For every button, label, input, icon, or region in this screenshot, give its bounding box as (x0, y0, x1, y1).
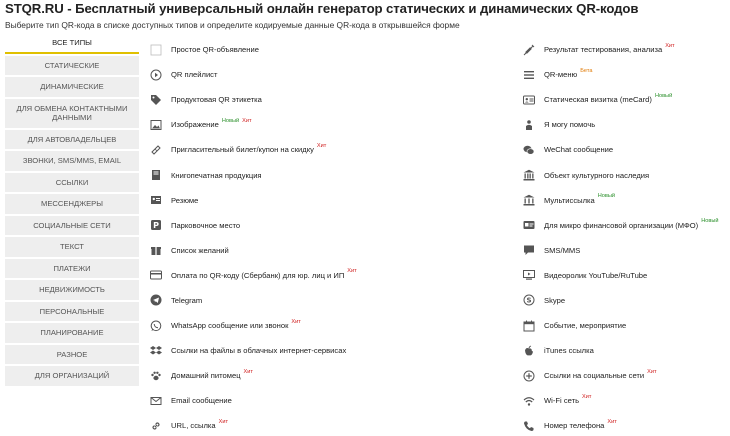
sidebar-item-15[interactable]: ДЛЯ ОРГАНИЗАЦИЙ (5, 366, 139, 386)
page-subtitle: Выберите тип QR-кода в списке доступных типов и определите кодируемые данные QR-кода в открывшейся форме (5, 20, 460, 30)
museum-icon (522, 168, 536, 182)
badge-hit: Хит (647, 368, 657, 375)
calendar-icon (522, 319, 536, 333)
badge-hit: Хит (347, 268, 357, 275)
badge-beta: Бета (580, 67, 593, 74)
qr-type-label: Для микро финансовой организации (МФО) (544, 220, 699, 230)
qr-type-item[interactable] (149, 238, 509, 263)
sidebar-item-11[interactable]: НЕДВИЖИМОСТЬ (5, 280, 139, 300)
badge-hit: Хит (582, 393, 592, 400)
play-icon (149, 68, 163, 82)
qr-type-item[interactable] (522, 188, 728, 213)
qr-type-label: Мультиссылка (544, 195, 595, 205)
qr-type-item[interactable] (522, 162, 728, 187)
qr-type-label: Telegram (171, 295, 203, 305)
qr-type-label: SMS/MMS (544, 245, 581, 255)
sidebar-item-6[interactable]: ССЫЛКИ (5, 173, 139, 193)
wechat-icon (522, 143, 536, 157)
page-title: STQR.RU - Бесплатный универсальный онлайн генератор статических и динамических QR-кодов (5, 1, 639, 16)
qr-type-item[interactable] (522, 288, 728, 313)
sidebar-item-2[interactable]: ДИНАМИЧЕСКИЕ (5, 77, 139, 97)
sidebar-item-3[interactable]: ДЛЯ ОБМЕНА КОНТАКТНЫМИ ДАННЫМИ (5, 99, 139, 128)
qr-type-item[interactable] (149, 87, 509, 112)
gift-icon (149, 243, 163, 257)
qr-type-label: WeChat сообщение (544, 145, 614, 155)
svg-text:S: S (526, 297, 532, 306)
qr-type-item[interactable] (149, 162, 509, 187)
qr-type-label: Wi-Fi сеть (544, 396, 580, 406)
bank-icon (522, 218, 536, 232)
qr-type-item[interactable] (522, 137, 728, 162)
qr-type-label: Номер телефона (544, 421, 605, 431)
multilink-icon (522, 193, 536, 207)
vcard-icon (522, 93, 536, 107)
phone-icon (522, 419, 536, 433)
qr-type-label: Статическая визитка (meCard) (544, 95, 652, 105)
qr-type-label: Парковочное место (171, 220, 241, 230)
sms-icon (522, 243, 536, 257)
qr-type-label: QR плейлист (171, 70, 218, 80)
resume-icon (149, 193, 163, 207)
badge-new: Новый (654, 92, 673, 99)
qr-type-item[interactable] (522, 213, 728, 238)
qr-type-item[interactable] (149, 188, 509, 213)
sidebar-item-4[interactable]: ДЛЯ АВТОВЛАДЕЛЬЦЕВ (5, 130, 139, 150)
qr-type-item[interactable] (149, 388, 509, 413)
qr-type-item[interactable] (149, 137, 509, 162)
qr-type-label: Ссылки на файлы в облачных интернет-сервисах (171, 346, 347, 356)
type-list-right (522, 37, 728, 436)
qr-type-label: iTunes ссылка (544, 346, 594, 356)
badge-hit: Хит (291, 318, 301, 325)
badge-hit: Хит (316, 142, 327, 149)
image-icon (149, 118, 163, 132)
qr-type-label: Email сообщение (171, 396, 232, 406)
qr-type-item[interactable] (149, 213, 509, 238)
qr-type-item[interactable] (149, 112, 509, 137)
qr-type-label: Список желаний (171, 245, 229, 255)
qr-type-label: Результат тестирования, анализа (544, 45, 663, 55)
sidebar-item-12[interactable]: ПЕРСОНАЛЬНЫЕ (5, 302, 139, 322)
youtube-icon (522, 268, 536, 282)
email-icon (149, 394, 163, 408)
help-icon (522, 118, 536, 132)
qr-type-label: WhatsApp сообщение или звонок (171, 321, 289, 331)
skype-icon (522, 293, 536, 307)
book-icon (149, 168, 163, 182)
badge-new: Новый (701, 218, 719, 225)
type-list-left (149, 37, 509, 436)
sidebar-item-9[interactable]: ТЕКСТ (5, 237, 139, 257)
qr-type-item[interactable] (149, 263, 509, 288)
sidebar-item-14[interactable]: РАЗНОЕ (5, 345, 139, 365)
qr-type-label: Простое QR-объявление (171, 45, 259, 55)
qr-type-item[interactable] (522, 338, 728, 363)
qr-type-item[interactable] (522, 37, 728, 62)
sidebar-item-0[interactable]: ВСЕ ТИПЫ (5, 34, 139, 54)
badge-hit: Хит (218, 418, 229, 425)
link-icon (149, 419, 163, 433)
sidebar-item-13[interactable]: ПЛАНИРОВАНИЕ (5, 323, 139, 343)
qr-type-label: Skype (544, 295, 566, 305)
qr-type-label: Оплата по QR-коду (Сбербанк) для юр. лиц и ИП (171, 270, 345, 280)
qr-type-label: URL, ссылка (171, 421, 216, 431)
qr-type-item[interactable] (149, 313, 509, 338)
svg-text:P: P (153, 221, 159, 231)
qr-type-item[interactable] (522, 263, 728, 288)
menu-icon (522, 68, 536, 82)
sidebar-item-1[interactable]: СТАТИЧЕСКИЕ (5, 56, 139, 76)
qr-type-item[interactable] (522, 413, 728, 436)
badge-new: Новый (597, 193, 616, 200)
qr-type-label: Резюме (171, 195, 199, 205)
qr-type-label: Продуктовая QR этикетка (171, 95, 262, 105)
dropbox-icon (149, 344, 163, 358)
sidebar-item-7[interactable]: МЕССЕНДЖЕРЫ (5, 194, 139, 214)
sidebar-item-8[interactable]: СОЦИАЛЬНЫЕ СЕТИ (5, 216, 139, 236)
qr-type-label: Домашний питомец (171, 371, 241, 381)
badge-hit: Хит (665, 42, 675, 49)
qr-type-item[interactable] (522, 87, 728, 112)
qr-type-item[interactable] (149, 37, 509, 62)
qr-type-label: Я могу помочь (544, 120, 596, 130)
whatsapp-icon (149, 319, 163, 333)
qr-type-item[interactable] (522, 313, 728, 338)
qr-type-label: Ссылки на социальные сети (544, 371, 645, 381)
qr-type-item[interactable] (149, 363, 509, 388)
qr-type-label: QR-меню (544, 70, 578, 80)
qr-type-item[interactable] (522, 388, 728, 413)
apple-icon (522, 344, 536, 358)
qr-type-label: Изображение (171, 120, 219, 130)
sidebar-item-5[interactable]: ЗВОНКИ, SMS/MMS, EMAIL (5, 151, 139, 171)
qr-type-label: Пригласительный билет/купон на скидку (171, 145, 314, 155)
qr-type-item[interactable] (149, 413, 509, 436)
qr-type-item[interactable] (522, 238, 728, 263)
badge-hit: Хит (243, 368, 253, 375)
badge-hit: Хит (607, 418, 617, 425)
badge-new: Новый (221, 117, 240, 124)
qr-type-label: Книгопечатная продукция (171, 170, 262, 180)
blank-icon (149, 43, 163, 57)
parking-icon (149, 218, 163, 232)
badge-hit: Хит (242, 117, 252, 124)
qr-type-label: Видеоролик YouTube/RuTube (544, 270, 648, 280)
qr-type-item[interactable] (522, 112, 728, 137)
telegram-icon (149, 293, 163, 307)
paw-icon (149, 369, 163, 383)
syringe-icon (522, 43, 536, 57)
qr-type-item[interactable] (149, 288, 509, 313)
qr-type-item[interactable] (149, 338, 509, 363)
wifi-icon (522, 394, 536, 408)
qr-type-label: Объект культурного наследия (544, 170, 650, 180)
share-icon (522, 369, 536, 383)
qr-type-item[interactable] (522, 62, 728, 87)
tag-icon (149, 93, 163, 107)
qr-type-item[interactable] (522, 363, 728, 388)
ticket-icon (149, 143, 163, 157)
qr-type-label: Событие, мероприятие (544, 321, 627, 331)
type-filter-sidebar (5, 34, 139, 388)
card-icon (149, 268, 163, 282)
sidebar-item-10[interactable]: ПЛАТЕЖИ (5, 259, 139, 279)
qr-type-item[interactable] (149, 62, 509, 87)
